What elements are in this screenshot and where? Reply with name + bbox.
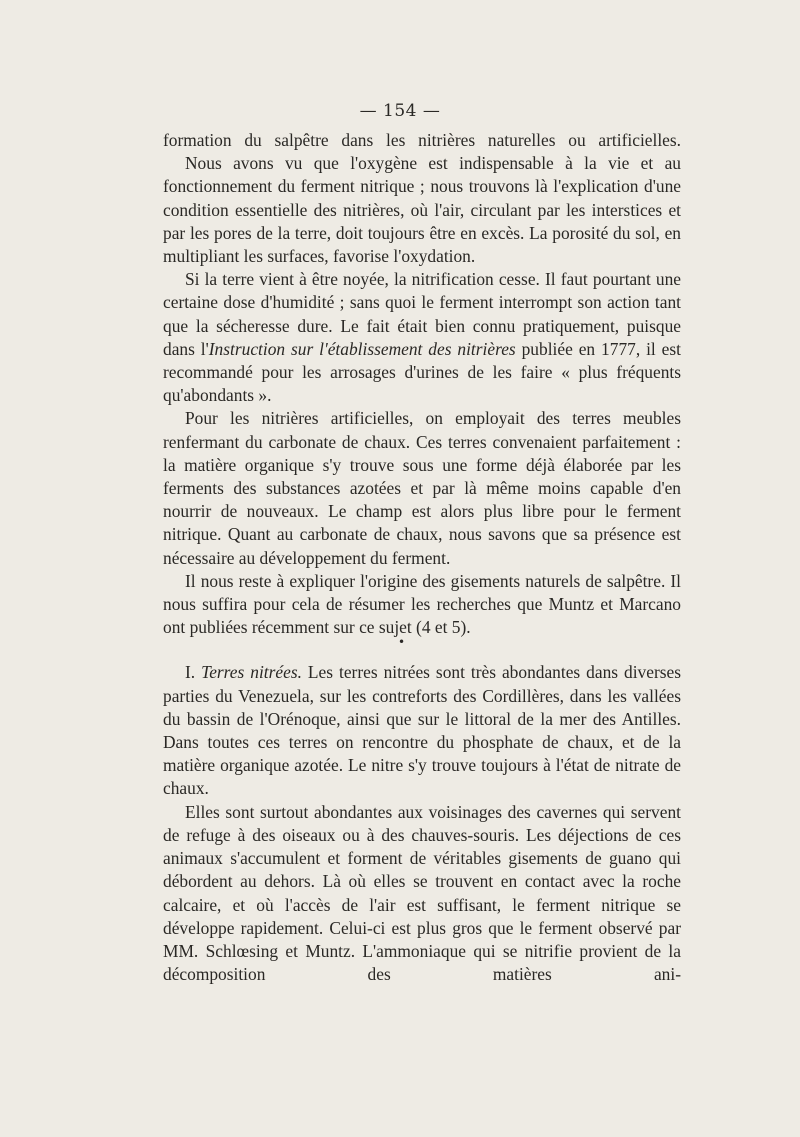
paragraph-6-italic-heading: Terres nitrées.	[201, 662, 302, 683]
paragraph-2: Nous avons vu que l'oxygène est indispensable à la vie et au fonctionnement du ferment nitrique ; nous trouvons là l'explication d'une condition essentielle des nitrières, où l'air, circulant par les interstices et par les pores de la terre, doit toujours être en excès. La porosité du sol, en multipliant les surfaces, favorise l'oxydation.	[163, 153, 681, 267]
body-text	[163, 129, 681, 986]
page-number: — 154 —	[359, 101, 441, 121]
paragraph-3-text-before: Si la terre vient à être noyée, la nitrification cesse. Il faut pourtant une certaine dose d'humidité ; sans quoi le ferment interrompt son action tant que la sécheresse dure. Le fait était bien connu pratiquement, puisque dans l'	[163, 269, 681, 359]
separator-dot: •	[398, 635, 406, 649]
paragraph-1: formation du salpêtre dans les nitrières naturelles ou artificielles.	[163, 130, 681, 150]
paragraph-3-text-after: publiée en 1777, il est recommandé pour les arrosages d'urines de les faire « plus fréquents qu'abondants ».	[163, 338, 681, 406]
paragraph-3	[163, 268, 681, 407]
paragraph-6-text-after: Les terres nitrées sont très abondantes dans diverses parties du Venezuela, sur les contreforts des Cordillères, dans les vallées du bassin de l'Orénoque, ainsi que sur le littoral de la mer des Antilles. Dans toutes ces terres on rencontre du phosphate de chaux, et de la matière organique azotée. Le nitre s'y trouve toujours à l'état de nitrate de chaux.	[163, 662, 682, 799]
paragraph-6	[163, 661, 681, 800]
paragraph-7: Elles sont surtout abondantes aux voisinages des cavernes qui servent de refuge à des oiseaux ou à des chauves-souris. Les déjections de ces animaux s'accumulent et forment de véritables gisements de guano qui débordent au dehors. Là où elles se trouvent en contact avec la roche calcaire, et où l'accès de l'air est suffisant, le ferment nitrique se développe rapidement. Celui-ci est plus gros que le ferment observé par MM. Schlœsing et Muntz. L'ammoniaque qui se nitrifie provient de la décomposition des matières ani-	[163, 801, 681, 985]
paragraph-5: Il nous reste à expliquer l'origine des gisements naturels de salpêtre. Il nous suffira pour cela de résumer les recherches que Muntz et Marcano ont publiées récemment sur ce sujet (4 et 5).	[163, 570, 681, 638]
paragraph-4: Pour les nitrières artificielles, on employait des terres meubles renfermant du carbonate de chaux. Ces terres convenaient parfaitement : la matière organique s'y trouve sous une forme déjà élaborée par les ferments des substances azotées et par là même moins capable d'en nourrir de nouveaux. Le champ est alors plus libre pour le ferment nitrique. Quant au carbonate de chaux, nous savons que sa présence est nécessaire au développement du ferment.	[163, 408, 681, 568]
paragraph-3-italic-title: Instruction sur l'établissement des nitrières	[208, 338, 516, 359]
paragraph-6-text-before: I.	[185, 662, 202, 683]
